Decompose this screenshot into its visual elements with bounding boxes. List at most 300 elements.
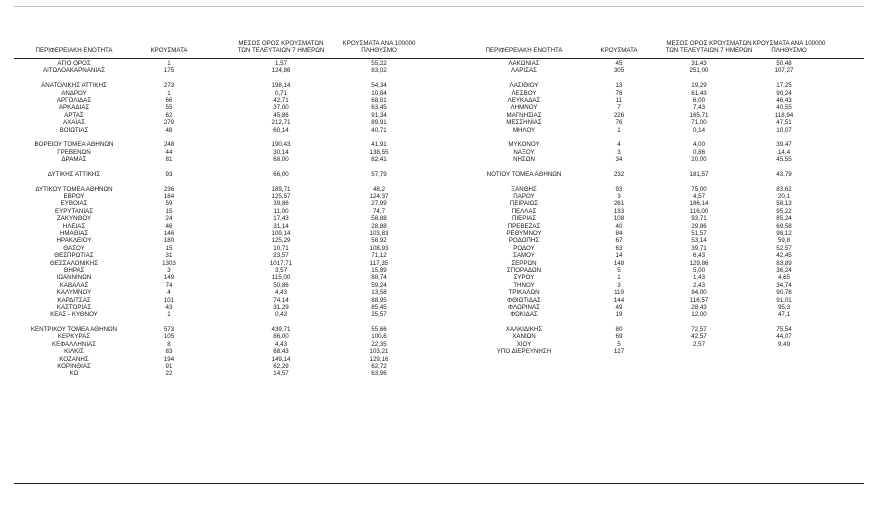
- cases-cell: 34: [615, 156, 623, 164]
- table-row: [14, 289, 434, 296]
- per-100k-cell: 88,74: [371, 274, 387, 282]
- per-100k-cell: 89,91: [371, 119, 387, 127]
- cases-cell: 80: [615, 326, 623, 334]
- avg-cell: 42,57: [691, 333, 707, 341]
- region-cell: ΠΙΕΡΙΑΣ: [511, 215, 537, 223]
- region-cell: ΡΟΔΟΥ: [513, 244, 535, 252]
- region-cell: ΓΡΕΒΕΝΩΝ: [57, 148, 91, 156]
- table-row: [14, 252, 434, 259]
- table-row: [14, 97, 434, 104]
- header-avg-line2: ΤΩΝ ΤΕΛΕΥΤΑΙΩΝ 7 ΗΜΕΡΩΝ: [665, 47, 753, 55]
- cases-cell: 148: [613, 259, 625, 267]
- avg-cell: 61,43: [691, 89, 707, 97]
- table-row: [14, 326, 434, 333]
- per-100k-cell: 20,1: [777, 193, 791, 201]
- per-100k-cell: 55,66: [371, 326, 387, 334]
- region-cell: ΖΑΚΥΝΘΟΥ: [56, 215, 92, 223]
- cases-cell: 3: [167, 266, 171, 274]
- cases-cell: 273: [163, 82, 175, 90]
- cases-cell: 105: [163, 333, 175, 341]
- per-100k-cell: 100,6: [371, 333, 387, 341]
- table-row: [449, 245, 849, 252]
- cases-cell: 66: [165, 96, 173, 104]
- region-cell: ΕΒΡΟΥ: [63, 193, 85, 201]
- region-cell: ΕΥΒΟΙΑΣ: [60, 200, 88, 208]
- cases-cell: 93: [165, 170, 173, 178]
- cases-cell: 31: [165, 252, 173, 260]
- region-cell: ΠΕΙΡΑΙΩΣ: [509, 200, 539, 208]
- per-100k-cell: 47,51: [776, 119, 792, 127]
- region-cell: ΠΡΕΒΕΖΑΣ: [507, 222, 541, 230]
- per-100k-cell: 4,65: [777, 274, 791, 282]
- avg-cell: 4,57: [692, 193, 706, 201]
- table-row: [14, 297, 434, 304]
- region-cell: ΤΡΙΚΑΛΩΝ: [508, 289, 540, 297]
- cases-cell: 232: [613, 170, 625, 178]
- cases-cell: 8: [167, 340, 171, 348]
- avg-cell: 75,00: [691, 185, 707, 193]
- table-row: [14, 304, 434, 311]
- table-row: [449, 319, 849, 326]
- region-cell: ΚΑΣΤΟΡΙΑΣ: [56, 303, 92, 311]
- avg-cell: 12,00: [691, 311, 707, 319]
- cases-cell: 1: [617, 274, 621, 282]
- avg-cell: 2,43: [692, 281, 706, 289]
- region-cell: ΗΜΑΘΙΑΣ: [59, 229, 89, 237]
- cases-cell: 248: [163, 141, 175, 149]
- table-row: [449, 149, 849, 156]
- header-avg-left: [236, 40, 326, 55]
- table-row: [449, 274, 849, 281]
- per-100k-cell: 95,3: [777, 303, 791, 311]
- table-row: [14, 90, 434, 97]
- avg-cell: 94,00: [691, 289, 707, 297]
- cases-cell: 1303: [162, 259, 176, 267]
- header-avg-right: [664, 40, 754, 55]
- table-row: [449, 200, 849, 207]
- region-cell: ΥΠΟ ΔΙΕΡΕΥΝΗΣΗ: [496, 348, 552, 356]
- region-cell: ΔΥΤΙΚΗΣ ΑΤΤΙΚΗΣ: [47, 170, 101, 178]
- top-border: [14, 6, 864, 7]
- cases-cell: 45: [615, 60, 623, 67]
- avg-cell: 62,29: [273, 363, 289, 371]
- per-100k-cell: 117,35: [369, 259, 389, 267]
- table-row: [449, 163, 849, 170]
- avg-cell: 181,57: [689, 170, 709, 178]
- avg-cell: 439,71: [271, 326, 291, 334]
- per-100k-cell: 71,12: [371, 252, 387, 260]
- per-100k-cell: 90,24: [776, 89, 792, 97]
- avg-cell: 23,57: [273, 252, 289, 260]
- avg-cell: 19,29: [691, 82, 707, 90]
- cases-cell: 46: [165, 222, 173, 230]
- cases-cell: 4: [167, 289, 171, 297]
- avg-cell: 115,00: [271, 274, 291, 282]
- header-per-line2: ΠΛΗΘΥΣΜΟ: [771, 47, 807, 55]
- per-100k-cell: 10,84: [371, 89, 387, 97]
- cases-cell: 67: [615, 237, 623, 245]
- table-row: [449, 60, 849, 67]
- per-100k-cell: 45,55: [776, 156, 792, 164]
- table-row: [449, 127, 849, 134]
- region-cell: ΦΘΙΩΤΙΔΑΣ: [507, 296, 541, 304]
- region-cell: ΘΗΡΑΣ: [63, 266, 85, 274]
- per-100k-cell: 118,94: [774, 111, 794, 119]
- header-region-right: ΠΕΡΙΦΕΡΕΙΑΚΗ ΕΝΟΤΗΤΑ: [485, 47, 563, 54]
- region-cell: ΛΕΥΚΑΔΑΣ: [507, 96, 541, 104]
- cases-cell: 49: [615, 303, 623, 311]
- region-cell: ΠΑΡΟΥ: [513, 193, 535, 201]
- avg-cell: 4,00: [692, 141, 706, 149]
- avg-cell: 5,00: [692, 266, 706, 274]
- avg-cell: 51,57: [691, 229, 707, 237]
- cases-cell: 76: [615, 119, 623, 127]
- table-row: [14, 112, 434, 119]
- avg-cell: 10,71: [273, 244, 289, 252]
- table-row: [449, 237, 849, 244]
- table-row: [14, 208, 434, 215]
- avg-cell: 11,00: [273, 207, 289, 215]
- cases-cell: 7: [617, 104, 621, 112]
- per-100k-cell: 63,96: [371, 370, 387, 378]
- per-100k-cell: 9,49: [777, 340, 791, 348]
- avg-cell: 20,00: [691, 156, 707, 164]
- region-cell: ΚΕΑΣ - ΚΥΘΝΟΥ: [50, 311, 98, 319]
- region-cell: ΑΙΤΩΛΟΑΚΑΡΝΑΝΙΑΣ: [42, 67, 106, 75]
- per-100k-cell: 52,57: [776, 244, 792, 252]
- table-row: [14, 319, 434, 326]
- cases-cell: 15: [165, 244, 173, 252]
- region-cell: ΚΙΛΚΙΣ: [64, 348, 84, 356]
- avg-cell: 17,43: [273, 215, 289, 223]
- region-cell: ΑΡΚΑΔΙΑΣ: [58, 104, 90, 112]
- cases-cell: 101: [163, 296, 175, 304]
- per-100k-cell: 58,88: [371, 215, 387, 223]
- per-100k-cell: 14,4: [777, 148, 791, 156]
- per-100k-cell: 43,79: [776, 170, 792, 178]
- cases-cell: 78: [615, 89, 623, 97]
- cases-cell: 15: [165, 207, 173, 215]
- region-cell: ΜΕΣΣΗΝΙΑΣ: [506, 119, 542, 127]
- per-100k-cell: 39,47: [776, 141, 792, 149]
- cases-cell: 4: [617, 141, 621, 149]
- table-row: [449, 289, 849, 296]
- region-cell: ΠΕΛΛΑΣ: [511, 207, 537, 215]
- region-cell: ΜΗΛΟΥ: [512, 126, 536, 134]
- header-cases-left: ΚΡΟΥΣΜΑΤΑ: [150, 47, 188, 54]
- per-100k-cell: 46,43: [776, 96, 792, 104]
- table-row: [14, 370, 434, 377]
- avg-cell: 149,14: [271, 355, 291, 363]
- avg-cell: 212,71: [271, 119, 291, 127]
- region-cell: ΛΕΣΒΟΥ: [511, 89, 537, 97]
- cases-cell: 3: [617, 193, 621, 201]
- region-cell: ΣΠΟΡΑΔΩΝ: [506, 266, 542, 274]
- per-100k-cell: 50,48: [776, 60, 792, 67]
- table-row: [449, 326, 849, 333]
- cases-cell: 40: [615, 222, 623, 230]
- per-100k-cell: 74,7: [372, 207, 386, 215]
- region-cell: ΚΑΡΔΙΤΣΑΣ: [57, 296, 91, 304]
- cases-cell: 127: [613, 348, 625, 356]
- table-row: [14, 274, 434, 281]
- cases-cell: 279: [163, 119, 175, 127]
- per-100k-cell: 22,35: [371, 340, 387, 348]
- cases-cell: 55: [165, 104, 173, 112]
- region-cell: ΚΑΒΑΛΑΣ: [59, 281, 89, 289]
- table-row: [449, 297, 849, 304]
- table-row: [14, 141, 434, 148]
- header-avg-line1: ΜΕΣΟΣ ΟΡΟΣ ΚΡΟΥΣΜΑΤΩΝ: [238, 40, 324, 47]
- region-cell: ΝΗΣΩΝ: [513, 156, 535, 164]
- per-100k-cell: 48,2: [372, 185, 386, 193]
- cases-cell: 175: [163, 67, 175, 75]
- per-100k-cell: 138,55: [369, 148, 389, 156]
- region-cell: ΤΗΝΟΥ: [513, 281, 535, 289]
- region-cell: ΘΕΣΠΡΩΤΙΑΣ: [54, 252, 94, 260]
- table-row: [449, 252, 849, 259]
- table-row: [14, 75, 434, 82]
- per-100k-cell: 107,27: [774, 67, 794, 75]
- per-100k-cell: 85,45: [371, 303, 387, 311]
- per-100k-cell: 68,01: [371, 96, 387, 104]
- per-100k-cell: 40,55: [776, 104, 792, 112]
- avg-cell: 6,43: [692, 252, 706, 260]
- per-100k-cell: 83,89: [776, 259, 792, 267]
- cases-cell: 19: [615, 311, 623, 319]
- header-region-left: ΠΕΡΙΦΕΡΕΙΑΚΗ ΕΝΟΤΗΤΑ: [35, 47, 113, 54]
- table-row: [449, 141, 849, 148]
- region-cell: ΝΑΞΟΥ: [513, 148, 535, 156]
- table-row: [14, 230, 434, 237]
- region-cell: ΚΕΦΑΛΛΗΝΙΑΣ: [51, 340, 96, 348]
- cases-cell: 62: [165, 111, 173, 119]
- per-100k-cell: 129,16: [369, 355, 389, 363]
- region-cell: ΚΑΛΥΜΝΟΥ: [56, 289, 92, 297]
- avg-cell: 1,57: [274, 60, 288, 67]
- avg-cell: 165,71: [689, 111, 709, 119]
- cases-cell: 1: [167, 89, 171, 97]
- table-row: [14, 245, 434, 252]
- per-100k-cell: 47,1: [777, 311, 791, 319]
- avg-cell: 129,86: [689, 259, 709, 267]
- table-row: [14, 215, 434, 222]
- region-cell: ΝΟΤΙΟΥ ΤΟΜΕΑ ΑΘΗΝΩΝ: [486, 170, 562, 178]
- cases-cell: 5: [617, 266, 621, 274]
- table-row: [449, 90, 849, 97]
- avg-cell: 189,71: [271, 185, 291, 193]
- per-100k-cell: 41,91: [371, 141, 387, 149]
- avg-cell: 50,86: [273, 281, 289, 289]
- per-100k-cell: 13,58: [371, 289, 387, 297]
- avg-cell: 30,14: [273, 148, 289, 156]
- avg-cell: 42,71: [273, 96, 289, 104]
- region-cell: ΣΥΡΟΥ: [513, 274, 535, 282]
- cases-cell: 93: [615, 185, 623, 193]
- avg-cell: 28,43: [691, 303, 707, 311]
- table-row: [14, 193, 434, 200]
- left-table: [14, 60, 434, 378]
- table-row: [14, 200, 434, 207]
- avg-cell: 60,14: [273, 126, 289, 134]
- table-row: [14, 348, 434, 355]
- table-row: [14, 186, 434, 193]
- region-cell: ΡΟΔΟΠΗΣ: [508, 237, 540, 245]
- table-row: [449, 156, 849, 163]
- table-row: [14, 223, 434, 230]
- avg-cell: 53,14: [691, 237, 707, 245]
- table-row: [449, 341, 849, 348]
- table-row: [14, 178, 434, 185]
- cases-cell: 74: [165, 281, 173, 289]
- avg-cell: 0,71: [274, 89, 288, 97]
- table-row: [449, 282, 849, 289]
- header-avg-line2: ΤΩΝ ΤΕΛΕΥΤΑΙΩΝ 7 ΗΜΕΡΩΝ: [237, 47, 325, 55]
- per-100k-cell: 82,41: [371, 156, 387, 164]
- table-row: [449, 119, 849, 126]
- region-cell: ΑΝΑΤΟΛΙΚΗΣ ΑΤΤΙΚΗΣ: [41, 82, 107, 90]
- avg-cell: 3,57: [274, 266, 288, 274]
- region-cell: ΗΡΑΚΛΕΙΟΥ: [56, 237, 92, 245]
- avg-cell: 74,14: [273, 296, 289, 304]
- per-100k-cell: 91,34: [371, 111, 387, 119]
- avg-cell: 39,86: [273, 200, 289, 208]
- cases-cell: 13: [615, 82, 623, 90]
- per-100k-cell: 55,22: [371, 60, 387, 67]
- table-row: [14, 341, 434, 348]
- cases-cell: 1: [617, 126, 621, 134]
- region-cell: ΧΑΛΚΙΔΙΚΗΣ: [505, 326, 543, 334]
- per-100k-cell: 85,24: [776, 215, 792, 223]
- cases-cell: 146: [163, 229, 175, 237]
- per-100k-cell: 25,57: [371, 311, 387, 319]
- header-per-line2: ΠΛΗΘΥΣΜΟ: [361, 47, 397, 55]
- table-row: [449, 67, 849, 74]
- avg-cell: 0,43: [274, 311, 288, 319]
- table-row: [14, 171, 434, 178]
- table-row: [449, 267, 849, 274]
- cases-cell: 83: [165, 348, 173, 356]
- cases-cell: 81: [165, 156, 173, 164]
- region-cell: ΣΕΡΡΩΝ: [511, 259, 537, 267]
- per-100k-cell: 58,92: [371, 237, 387, 245]
- region-cell: ΚΟΡΙΝΘΙΑΣ: [57, 363, 91, 371]
- header-per-left: [339, 40, 419, 55]
- table-row: [14, 267, 434, 274]
- region-cell: ΚΕΡΚΥΡΑΣ: [57, 333, 91, 341]
- per-100k-cell: 124,37: [369, 193, 389, 201]
- per-100k-cell: 42,45: [776, 252, 792, 260]
- region-cell: ΦΩΚΙΔΑΣ: [510, 311, 538, 319]
- cases-cell: 226: [613, 111, 625, 119]
- avg-cell: 66,00: [273, 170, 289, 178]
- per-100k-cell: 44,07: [776, 333, 792, 341]
- region-cell: ΕΥΡΥΤΑΝΙΑΣ: [54, 207, 94, 215]
- cases-cell: 573: [163, 326, 175, 334]
- avg-cell: 124,86: [271, 67, 291, 75]
- cases-cell: 11: [615, 96, 623, 104]
- region-cell: ΜΥΚΟΝΟΥ: [508, 141, 540, 149]
- avg-cell: 39,71: [691, 244, 707, 252]
- table-row: [449, 311, 849, 318]
- per-100k-cell: 15,89: [371, 266, 387, 274]
- cases-cell: 305: [613, 67, 625, 75]
- avg-cell: 109,14: [271, 229, 291, 237]
- per-100k-cell: 83,62: [776, 185, 792, 193]
- region-cell: ΒΟΙΩΤΙΑΣ: [59, 126, 89, 134]
- region-cell: ΚΩ: [69, 370, 79, 378]
- per-100k-cell: 90,78: [776, 289, 792, 297]
- region-cell: ΑΡΤΑΣ: [64, 111, 84, 119]
- header-cases-right: ΚΡΟΥΣΜΑΤΑ: [600, 47, 638, 54]
- avg-cell: 190,43: [271, 141, 291, 149]
- cases-cell: 119: [614, 289, 624, 297]
- region-cell: ΦΛΩΡΙΝΑΣ: [508, 303, 540, 311]
- cases-cell: 184: [163, 193, 175, 201]
- region-cell: ΛΑΡΙΣΑΣ: [511, 67, 537, 75]
- header-per-line1: ΚΡΟΥΣΜΑΤΑ ΑΝΑ 100000: [752, 40, 826, 47]
- cases-cell: 133: [613, 207, 625, 215]
- cases-cell: 149: [163, 274, 175, 282]
- per-100k-cell: 69,58: [776, 222, 792, 230]
- per-100k-cell: 54,34: [371, 82, 387, 90]
- avg-cell: 31,29: [273, 303, 289, 311]
- region-cell: ΣΑΜΟΥ: [513, 252, 535, 260]
- region-cell: ΧΙΟΥ: [516, 340, 532, 348]
- table-row: [449, 112, 849, 119]
- region-cell: ΙΩΑΝΝΙΝΩΝ: [56, 274, 92, 282]
- per-100k-cell: 10,07: [776, 126, 792, 134]
- per-100k-cell: 108,93: [369, 244, 389, 252]
- table-row: [449, 230, 849, 237]
- per-100k-cell: 75,54: [776, 326, 792, 334]
- region-cell: ΘΑΣΟΥ: [63, 244, 85, 252]
- per-100k-cell: 83,02: [371, 67, 387, 75]
- per-100k-cell: 40,71: [371, 126, 387, 134]
- table-row: [14, 282, 434, 289]
- region-cell: ΑΝΔΡΟΥ: [61, 89, 87, 97]
- cases-cell: 48: [165, 126, 173, 134]
- region-cell: ΑΓΙΟ ΟΡΟΣ: [57, 60, 91, 67]
- table-row: [449, 215, 849, 222]
- avg-cell: 198,14: [271, 82, 291, 90]
- avg-cell: 37,00: [273, 104, 289, 112]
- table-row: [14, 311, 434, 318]
- avg-cell: 71,00: [691, 119, 707, 127]
- table-row: [449, 134, 849, 141]
- region-cell: ΜΑΓΝΗΣΙΑΣ: [506, 111, 542, 119]
- table-row: [14, 156, 434, 163]
- cases-cell: 44: [165, 148, 173, 156]
- avg-cell: 72,57: [691, 326, 707, 334]
- cases-cell: 236: [163, 185, 175, 193]
- table-row: [449, 104, 849, 111]
- cases-cell: 91: [165, 363, 173, 371]
- cases-cell: 261: [613, 200, 625, 208]
- table-row: [14, 237, 434, 244]
- region-cell: ΛΑΣΙΘΙΟΥ: [509, 82, 539, 90]
- table-row: [449, 171, 849, 178]
- avg-cell: 14,57: [273, 370, 289, 378]
- table-row: [449, 75, 849, 82]
- region-cell: ΔΡΑΜΑΣ: [61, 156, 87, 164]
- avg-cell: 0,14: [692, 126, 706, 134]
- region-cell: ΑΧΑΪΑΣ: [62, 119, 86, 127]
- region-cell: ΧΑΝΙΩΝ: [512, 333, 536, 341]
- cases-cell: 3: [617, 148, 621, 156]
- cases-cell: 180: [163, 237, 175, 245]
- region-cell: ΛΑΚΩΝΙΑΣ: [508, 60, 540, 67]
